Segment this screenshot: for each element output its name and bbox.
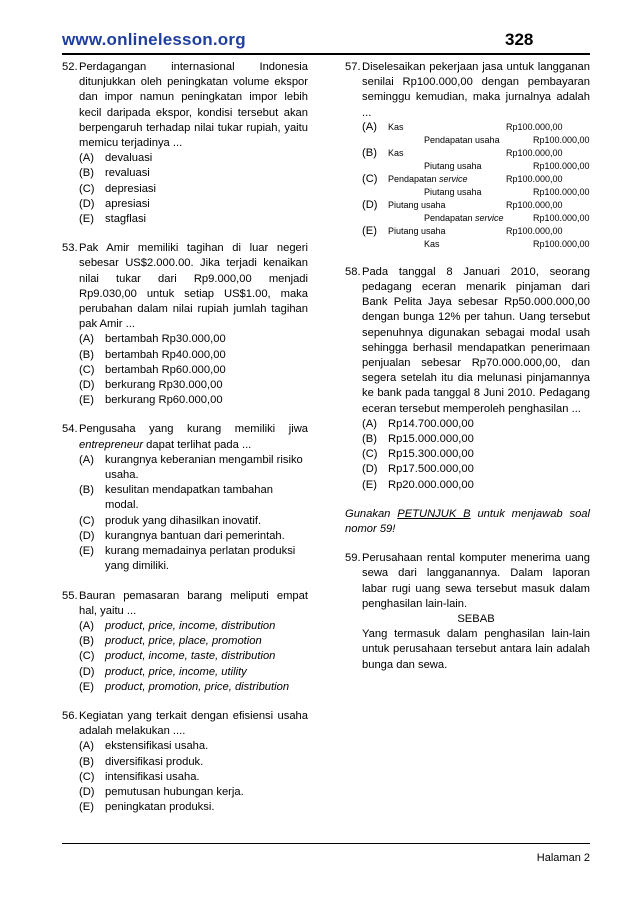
question-number: 57. bbox=[345, 61, 361, 73]
question-number: 53. bbox=[62, 242, 78, 255]
question-number: 59. bbox=[345, 552, 361, 565]
footer-divider bbox=[62, 843, 590, 844]
journal-options bbox=[362, 121, 590, 251]
question-text: Diselesaikan pekerjaan jasa untuk langganan senilai Rp100.000,00 dengan pembayaran seminggu kemudian, maka jurnalnya adalah ... bbox=[362, 61, 590, 119]
question-56 bbox=[62, 709, 308, 815]
option-b[interactable]: (B) revaluasi bbox=[79, 167, 150, 180]
question-text: Kegiatan yang terkait dengan efisiensi usaha adalah melakukan .... bbox=[79, 709, 308, 738]
question-58 bbox=[345, 265, 590, 493]
question-number: 58. bbox=[345, 265, 361, 278]
question-number: 52. bbox=[62, 61, 78, 73]
question-number: 56. bbox=[62, 709, 78, 722]
option-e[interactable]: (E) peningkatan produksi. bbox=[79, 801, 215, 814]
option-c[interactable]: (C) bertambah Rp60.000,00 bbox=[79, 363, 226, 376]
option-d[interactable]: (D) Piutang usaha Rp100.000,00 Pendapatan service Rp100.000,00 bbox=[362, 198, 590, 223]
option-a[interactable]: (A) bertambah Rp30.000,00 bbox=[79, 333, 226, 346]
question-text: Perusahaan rental komputer menerima uang sewa dari langganannya. Dalam laporan labar rugi uang sewa tersebut masuk dalam penghasilan lain-lain. bbox=[362, 552, 590, 610]
option-c[interactable]: (C) Rp15.300.000,00 bbox=[362, 448, 474, 461]
right-column bbox=[345, 60, 590, 687]
option-e[interactable]: (E) Rp20.000.000,00 bbox=[362, 478, 474, 491]
option-a[interactable]: (A) devaluasi bbox=[79, 152, 153, 165]
option-d[interactable]: (D) berkurang Rp30.000,00 bbox=[79, 379, 223, 392]
option-d[interactable]: (D) kurangnya bantuan dari pemerintah. bbox=[79, 529, 285, 542]
option-b[interactable]: (B) product, price, place, promotion bbox=[79, 635, 262, 648]
option-b[interactable]: (B) diversifikasi produk. bbox=[79, 755, 204, 768]
option-c[interactable]: (C) intensifikasi usaha. bbox=[79, 770, 200, 783]
question-54 bbox=[62, 422, 308, 574]
option-a[interactable]: (A) Rp14.700.000,00 bbox=[362, 417, 474, 430]
option-b[interactable]: (B) bertambah Rp40.000,00 bbox=[79, 348, 226, 361]
reason-text: Yang termasuk dalam penghasilan lain-lain untuk perusahaan tersebut antara lain adalah bunga dan sewa. bbox=[362, 628, 590, 671]
header-divider bbox=[62, 53, 590, 55]
question-52 bbox=[62, 60, 308, 227]
option-a[interactable]: (A) Kas Rp100.000,00 Pendapatan usaha Rp100.000,00 bbox=[362, 120, 590, 145]
option-e[interactable]: (E) stagflasi bbox=[79, 213, 147, 226]
option-d[interactable]: (D) Rp17.500.000,00 bbox=[362, 463, 474, 476]
option-b[interactable]: (B) Rp15.000.000,00 bbox=[362, 433, 474, 446]
question-53 bbox=[62, 241, 308, 408]
question-55 bbox=[62, 589, 308, 695]
instruction-note: Gunakan PETUNJUK B untuk menjawab soal nomor 59! bbox=[345, 507, 591, 536]
question-number: 54. bbox=[62, 423, 78, 436]
option-a[interactable]: (A) ekstensifikasi usaha. bbox=[79, 740, 209, 753]
question-number: 55. bbox=[62, 589, 78, 602]
question-text: Pengusaha yang kurang memiliki jiwa entrepreneur dapat terlihat pada ... bbox=[79, 423, 308, 451]
question-text: Pak Amir memiliki tagihan di luar negeri sebesar US$2.000.00. Jika terjadi kenaikan nilai tukar dari Rp9.000,00 menjadi Rp9.030,00 untuk setiap US$1.00, maka perubahan dalam nilai rupiah jumlah tagihan pak Amir ... bbox=[79, 242, 308, 331]
option-a[interactable]: (A) product, price, income, distribution bbox=[79, 619, 276, 632]
left-column bbox=[62, 60, 308, 829]
sebab-label: SEBAB bbox=[457, 613, 495, 626]
option-c[interactable]: (C) depresiasi bbox=[79, 182, 156, 195]
option-b[interactable]: (B) kesulitan mendapatkan tambahan modal. bbox=[79, 484, 273, 512]
option-e[interactable]: (E) berkurang Rp60.000,00 bbox=[79, 394, 223, 407]
option-c[interactable]: (C) product, income, taste, distribution bbox=[79, 650, 276, 663]
question-text: Bauran pemasaran barang meliputi empat hal, yaitu ... bbox=[79, 589, 308, 617]
option-e[interactable]: (E) kurang memadainya perlatan produksi yang dimiliki. bbox=[79, 545, 296, 573]
option-e[interactable]: (E) product, promotion, price, distribution bbox=[79, 680, 290, 693]
page-number: 328 bbox=[505, 30, 534, 49]
option-d[interactable]: (D) product, price, income, utility bbox=[79, 665, 247, 678]
option-d[interactable]: (D) pemutusan hubungan kerja. bbox=[79, 785, 244, 798]
question-57 bbox=[345, 60, 590, 251]
question-59 bbox=[345, 551, 590, 673]
option-a[interactable]: (A) kurangnya keberanian mengambil risiko usaha. bbox=[79, 453, 303, 482]
option-e[interactable]: (E) Piutang usaha Rp100.000,00 Kas Rp100.000,00 bbox=[362, 224, 590, 249]
option-c[interactable]: (C) produk yang dihasilkan inovatif. bbox=[79, 514, 262, 527]
option-b[interactable]: (B) Kas Rp100.000,00 Piutang usaha Rp100.000,00 bbox=[362, 146, 590, 171]
instruction-link: PETUNJUK B bbox=[397, 507, 471, 520]
option-c[interactable]: (C) Pendapatan service Rp100.000,00 Piutang usaha Rp100.000,00 bbox=[362, 172, 590, 197]
site-url[interactable]: www.onlinelesson.org bbox=[62, 30, 246, 49]
option-d[interactable]: (D) apresiasi bbox=[79, 197, 150, 210]
question-text: Perdagangan internasional Indonesia ditunjukkan oleh peningkatan volume ekspor dan impor namun peningkatan impor lebih kecil daripada ekspor, kondisi tersebut akan berpengaruh terhadap nilai tukar rupiah, yaitu memicu terjadinya ... bbox=[79, 61, 308, 150]
footer-page-label: Halaman 2 bbox=[536, 852, 590, 864]
question-text: Pada tanggal 8 Januari 2010, seorang pedagang eceran menarik pinjaman dari Bank Pelita Jaya sebesar Rp50.000.000,00 dengan bunga 12% per tahun. Uang tersebut sepenuhnya digunakan sebagai modal usah sehingga berhasil mendapatkan penerimaan penjualan sebesar Rp70.000.000,00, dan segera setelah itu dia melunasi pinjamannya ke bank pada tanggal 8 Juni 2010. Pedagang eceran tersebut memperoleh penghasilan ... bbox=[362, 265, 590, 415]
